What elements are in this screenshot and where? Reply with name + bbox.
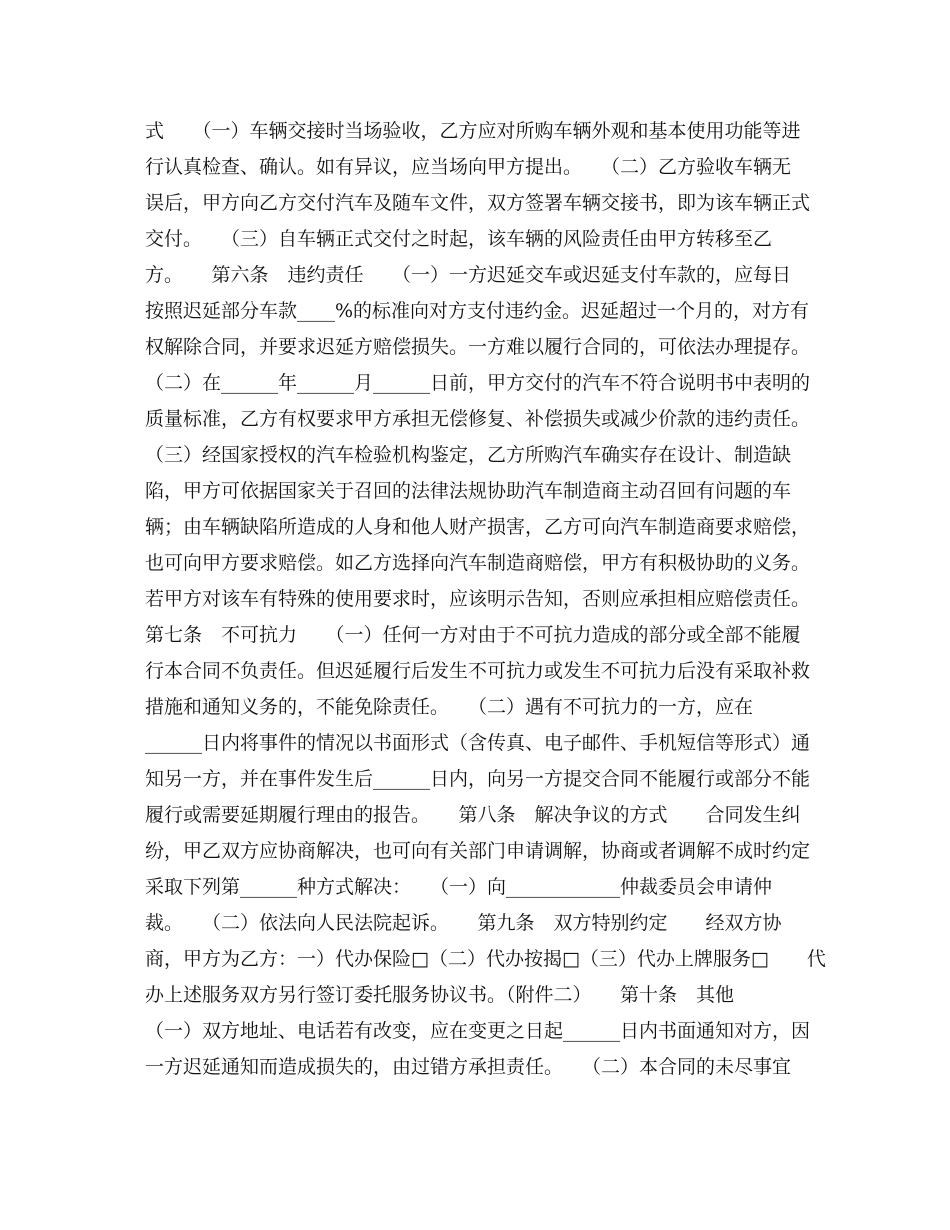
text-line: （三）经国家授权的汽车检验机构鉴定，乙方所购汽车确实存在设计、制造缺 <box>145 444 792 466</box>
text-line: 权解除合同，并要求迟延方赔偿损失。一方难以履行合同的，可依法办理提存。 <box>145 336 811 358</box>
text-line: 一方迟延通知而造成损失的，由过错方承担责任。 （二）本合同的未尽事宜 <box>145 1056 792 1078</box>
text-line: 商，甲方为乙方：一）代办保险□（二）代办按揭□（三）代办上牌服务□ 代 <box>145 948 826 970</box>
text-line: 履行或需要延期履行理由的报告。 第八条 解决争议的方式 合同发生纠 <box>145 804 801 826</box>
text-line: 措施和通知义务的，不能免除责任。 （二）遇有不可抗力的一方，应在 <box>145 696 754 718</box>
text-line: 裁。 （二）依法向人民法院起诉。 第九条 双方特别约定 经双方协 <box>145 912 782 934</box>
text-line: 辆；由车辆缺陷所造成的人身和他人财产损害，乙方可向汽车制造商要求赔偿， <box>145 516 811 538</box>
text-line: 式 （一）车辆交接时当场验收，乙方应对所购车辆外观和基本使用功能等进 <box>145 120 801 142</box>
text-line: 知另一方，并在事件发生后______日内，向另一方提交合同不能履行或部分不能 <box>145 768 811 790</box>
text-line: 若甲方对该车有特殊的使用要求时，应该明示告知，否则应承担相应赔偿责任。 <box>145 588 811 610</box>
text-line: 采取下列第______种方式解决： （一）向____________仲裁委员会申请仲 <box>145 876 773 898</box>
text-line: 纷，甲乙双方应协商解决，也可向有关部门申请调解，协商或者调解不成时约定 <box>145 840 811 862</box>
text-line: 方。 第六条 违约责任 （一）一方迟延交车或迟延支付车款的，应每日 <box>145 264 792 286</box>
text-line: 误后，甲方向乙方交付汽车及随车文件，双方签署车辆交接书，即为该车辆正式 <box>145 192 811 214</box>
text-line: 行本合同不负责任。但迟延履行后发生不可抗力或发生不可抗力后没有采取补救 <box>145 660 811 682</box>
contract-body-text <box>145 113 826 1085</box>
text-line: 第七条 不可抗力 （一）任何一方对由于不可抗力造成的部分或全部不能履 <box>145 624 801 646</box>
text-line: （二）在______年______月______日前，甲方交付的汽车不符合说明书中表明的 <box>145 372 811 394</box>
text-line: 按照迟延部分车款____%的标准向对方支付违约金。迟延超过一个月的，对方有 <box>145 300 810 322</box>
text-line: （一）双方地址、电话若有改变，应在变更之日起______日内书面通知对方，因 <box>145 1020 811 1042</box>
text-line: 陷，甲方可依据国家关于召回的法律法规协助汽车制造商主动召回有问题的车 <box>145 480 792 502</box>
text-line: ______日内将事件的情况以书面形式（含传真、电子邮件、手机短信等形式）通 <box>145 732 811 754</box>
text-line: 办上述服务双方另行签订委托服务协议书。（附件二） 第十条 其他 <box>145 984 735 1006</box>
text-line: 质量标准，乙方有权要求甲方承担无偿修复、补偿损失或减少价款的违约责任。 <box>145 408 811 430</box>
text-line: 行认真检查、确认。如有异议，应当场向甲方提出。 （二）乙方验收车辆无 <box>145 156 792 178</box>
text-line: 也可向甲方要求赔偿。如乙方选择向汽车制造商赔偿，甲方有积极协助的义务。 <box>145 552 811 574</box>
text-line: 交付。 （三）自车辆正式交付之时起，该车辆的风险责任由甲方转移至乙 <box>145 228 773 250</box>
